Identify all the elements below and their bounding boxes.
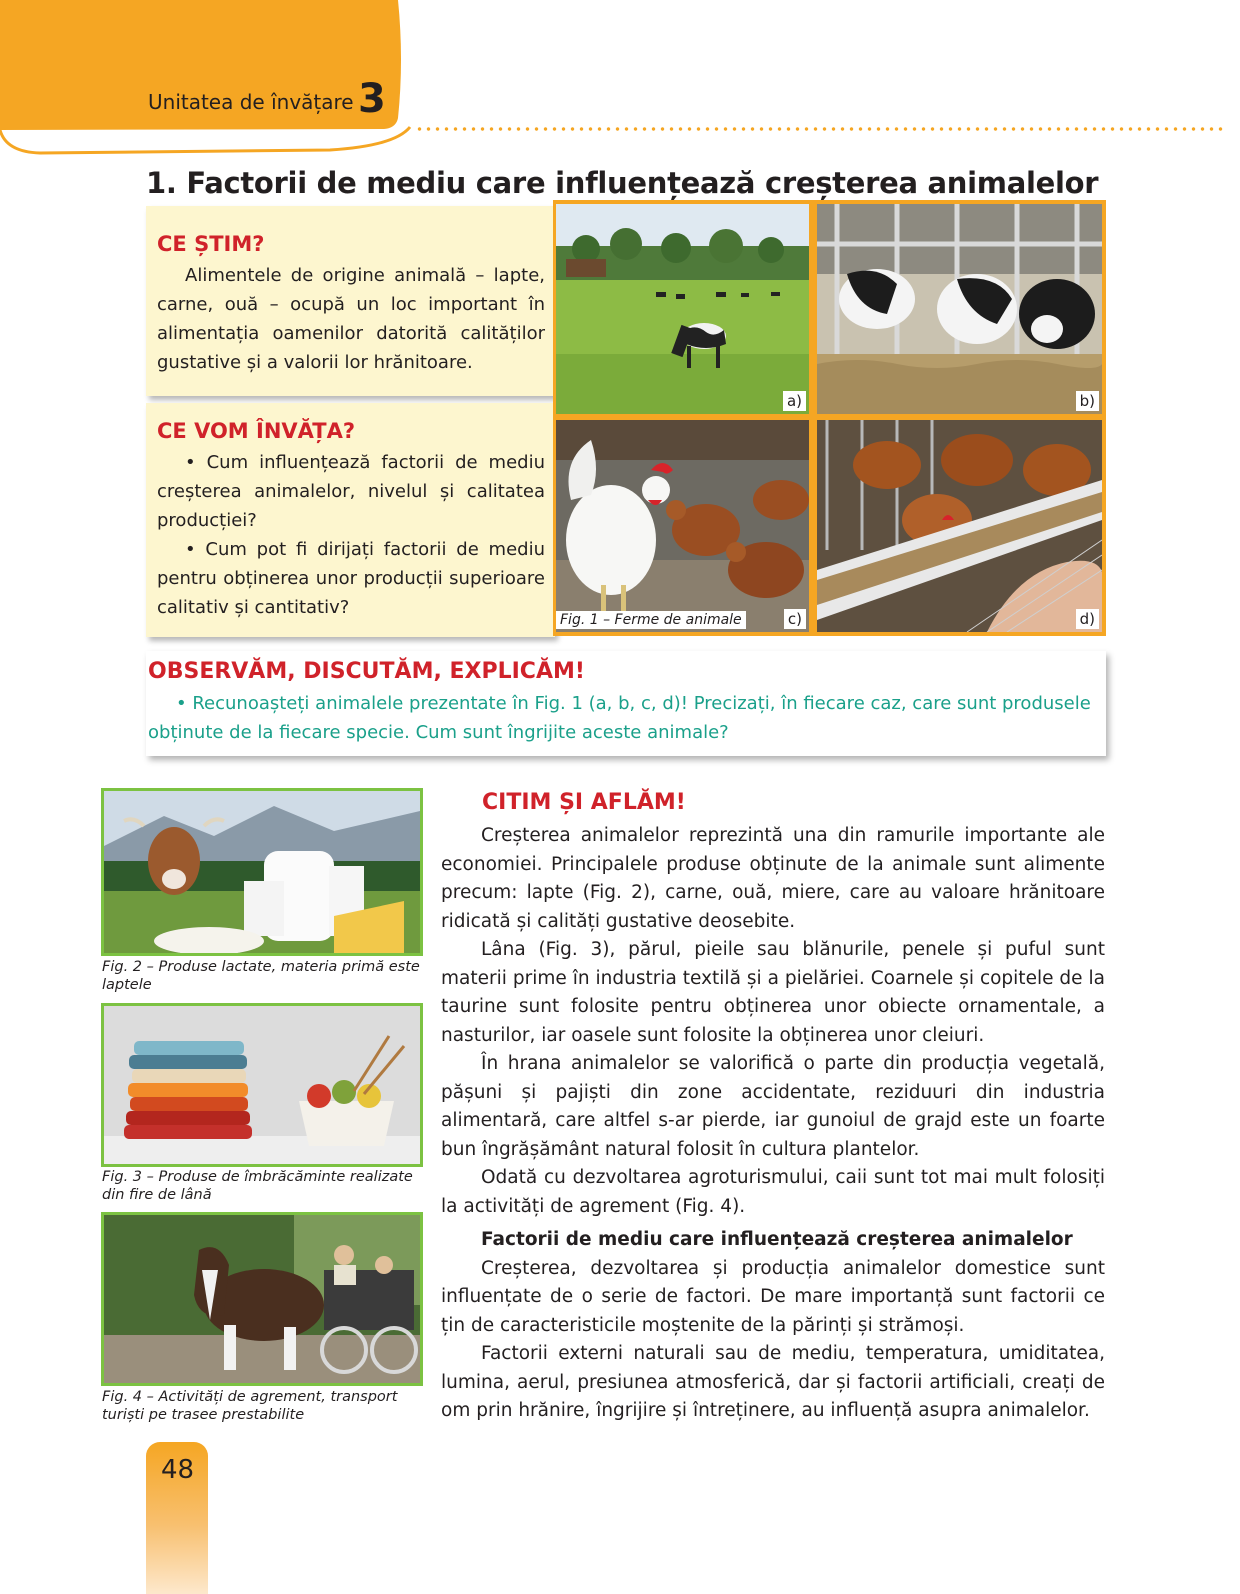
body-paragraph: În hrana animalelor se valorifică o parte din producția vegetală, pășuni și pajiști din zone accidentate, reziduuri din industria alimentară, care altfel s-ar pierde, iar gunoiul de grajd este un foarte bun îngrășământ natural folosit în cultura plantelor.	[441, 1053, 1105, 1160]
what-we-know-box	[146, 206, 555, 396]
unit-number: 3	[358, 76, 386, 122]
observe-discuss-explain-box	[146, 651, 1106, 756]
main-body-text	[441, 822, 1105, 1426]
figure-1-farms	[553, 200, 1106, 636]
photo-rooster-hens	[556, 420, 809, 632]
photo-horse-carriage	[101, 1212, 423, 1386]
photo-dairy-products	[101, 788, 423, 956]
what-we-learn-list	[157, 448, 545, 622]
photo-pasture-cows	[556, 204, 809, 414]
lesson-title: 1. Factorii de mediu care influențează creșterea animalelor	[146, 166, 1099, 200]
what-we-know-heading: CE ȘTIM?	[157, 232, 265, 256]
figure-1-label-d: d)	[1076, 609, 1099, 629]
read-and-learn-heading: CITIM ȘI AFLĂM!	[482, 790, 686, 815]
what-we-learn-heading: CE VOM ÎNVĂȚA?	[157, 419, 356, 443]
what-we-know-paragraph: Alimentele de origine animală – lapte, carne, ouă – ocupă un loc important în alimentația oamenilor datorită calităților gustative și a valorii lor hrănitoare.	[157, 265, 545, 373]
body-paragraph: Factorii externi naturali sau de mediu, temperatura, umiditatea, lumina, aerul, presiunea atmosferică, dar și factorii artificiali, creați de om prin hrănire, îngrijire și întreținere, au influență asupra animalelor.	[441, 1343, 1105, 1421]
observe-heading: OBSERVĂM, DISCUTĂM, EXPLICĂM!	[148, 659, 585, 684]
section-subheading: Factorii de mediu care influențează creșterea animalelor	[481, 1229, 1073, 1250]
header-dotted-line	[415, 127, 1227, 131]
figure-1-label-b: b)	[1076, 391, 1099, 411]
unit-header-tab	[0, 0, 420, 165]
what-we-learn-box	[146, 403, 555, 637]
figure-1-label-c: c)	[784, 609, 806, 629]
learn-item: • Cum influențează factorii de mediu creșterea animalelor, nivelul și calitatea producției?	[157, 452, 545, 531]
body-paragraph: Lâna (Fig. 3), părul, pieile sau blănurile, penele și puful sunt materii prime în industria textilă și a pielăriei. Coarnele și copitele de la taurine sunt folosite pentru obținerea unor obiecte ornamentale, a nasturilor, iar oasele sunt folosite la obținerea unor cleiuri.	[441, 939, 1105, 1046]
body-paragraph: Creșterea animalelor reprezintă una din ramurile importante ale economiei. Principalele produse obținute de la animale sunt alimente precum: lapte (Fig. 2), carne, ouă, miere, care au valoare hrănitoare ridicată și calități gustative deosebite.	[441, 825, 1105, 932]
observe-text	[148, 689, 1098, 747]
body-paragraph: Odată cu dezvoltarea agroturismului, caii sunt tot mai mult folosiți la activități de agrement (Fig. 4).	[441, 1167, 1105, 1217]
figure-1-caption: Fig. 1 – Ferme de animale	[556, 611, 746, 629]
learn-item: • Cum pot fi dirijați factorii de mediu pentru obținerea unor producții superioare calitativ și cantitativ?	[157, 539, 545, 618]
photo-barn-cows	[817, 204, 1102, 414]
what-we-know-text	[157, 261, 545, 377]
figure-3-caption: Fig. 3 – Produse de îmbrăcăminte realizate din fire de lână	[102, 1169, 413, 1203]
observe-question: • Recunoașteți animalele prezentate în Fig. 1 (a, b, c, d)! Precizați, în fiecare caz, care sunt produsele obținute de la fiecare specie. Cum sunt îngrijite aceste animale?	[148, 693, 1091, 743]
photo-wool-clothing	[101, 1003, 423, 1167]
figure-2-caption: Fig. 2 – Produse lactate, materia primă este laptele	[102, 959, 420, 993]
page-number: 48	[161, 1455, 195, 1485]
figure-1-label-a: a)	[783, 391, 806, 411]
figure-4-caption: Fig. 4 – Activități de agrement, transport turiști pe trasee prestabilite	[102, 1389, 398, 1423]
body-paragraph: Creșterea, dezvoltarea și producția animalelor domestice sunt influențate de o serie de factori. De mare importanță sunt factorii ce țin de caracteristicile moștenite de la părinți și strămoși.	[441, 1257, 1105, 1336]
photo-hens-feeder	[817, 420, 1102, 632]
unit-label: Unitatea de învățare	[148, 90, 354, 114]
